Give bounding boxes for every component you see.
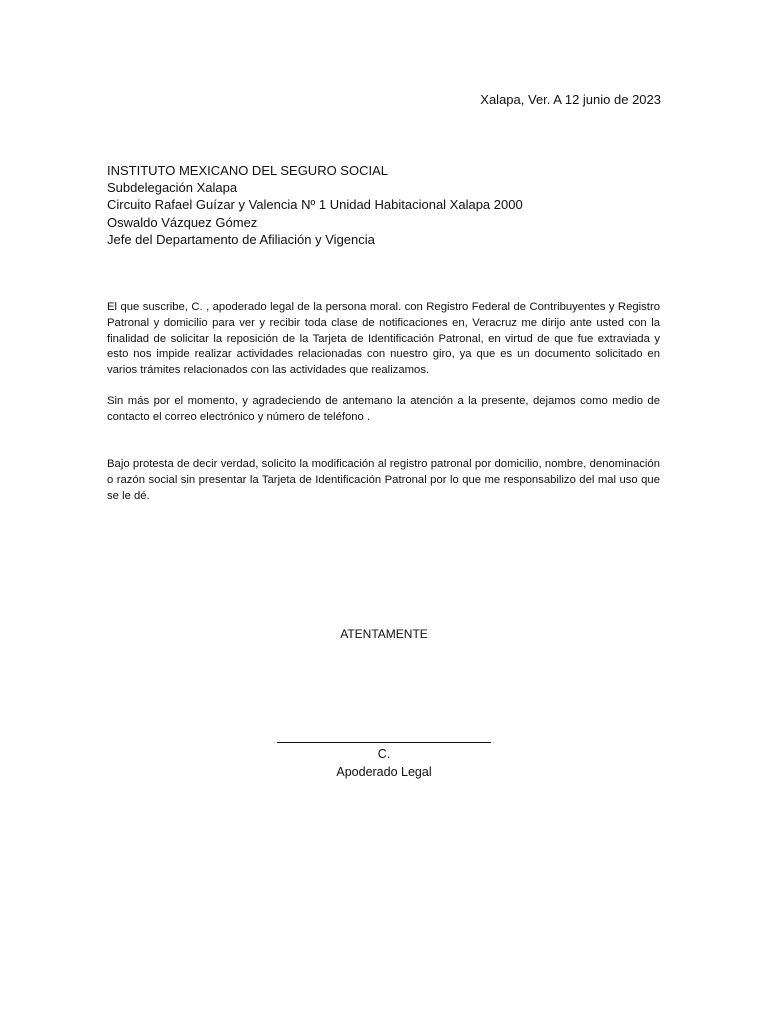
body-paragraph-contact: Sin más por el momento, y agradeciendo de antemano la atención a la presente, dejamos como medio de contacto el correo electrónico y número de teléfono . (107, 395, 660, 423)
signature-name: C. (377, 747, 391, 761)
signature-line (277, 742, 491, 743)
body-paragraph-request: El que suscribe, C. , apoderado legal de la persona moral. con Registro Federal de Contribuyentes y Registro Patronal y domicilio para ver y recibir toda clase de notificaciones en, Veracruz me dirijo ante usted con la finalidad de solicitar la reposición de la Tarjeta de Identificación Patronal, en virtud de que fue extraviada y esto nos impide realizar actividades relacionadas con nuestro giro, ya que es un documento solicitado en varios trámites relacionados con las actividades que realizamos. (107, 301, 660, 377)
addressee-subdelegation: Subdelegación Xalapa (107, 180, 238, 196)
addressee-recipient-title: Jefe del Departamento de Afiliación y Vigencia (107, 231, 375, 247)
signature-title: Apoderado Legal (336, 765, 432, 779)
addressee-address: Circuito Rafael Guízar y Valencia Nº 1 Unidad Habitacional Xalapa 2000 (107, 197, 523, 213)
body-paragraph-declaration: Bajo protesta de decir verdad, solicito la modificación al registro patronal por domicilio, nombre, denominación o razón social sin presentar la Tarjeta de Identificación Patronal por lo que me responsabilizo del mal uso que se le dé. (107, 458, 660, 502)
signature-block (0, 730, 768, 781)
addressee-block (107, 162, 523, 248)
addressee-recipient-name: Oswaldo Vázquez Gómez (107, 214, 258, 230)
closing-salutation: ATENTAMENTE (340, 627, 428, 641)
date-line: Xalapa, Ver. A 12 junio de 2023 (480, 92, 661, 107)
addressee-institution: INSTITUTO MEXICANO DEL SEGURO SOCIAL (107, 163, 388, 178)
